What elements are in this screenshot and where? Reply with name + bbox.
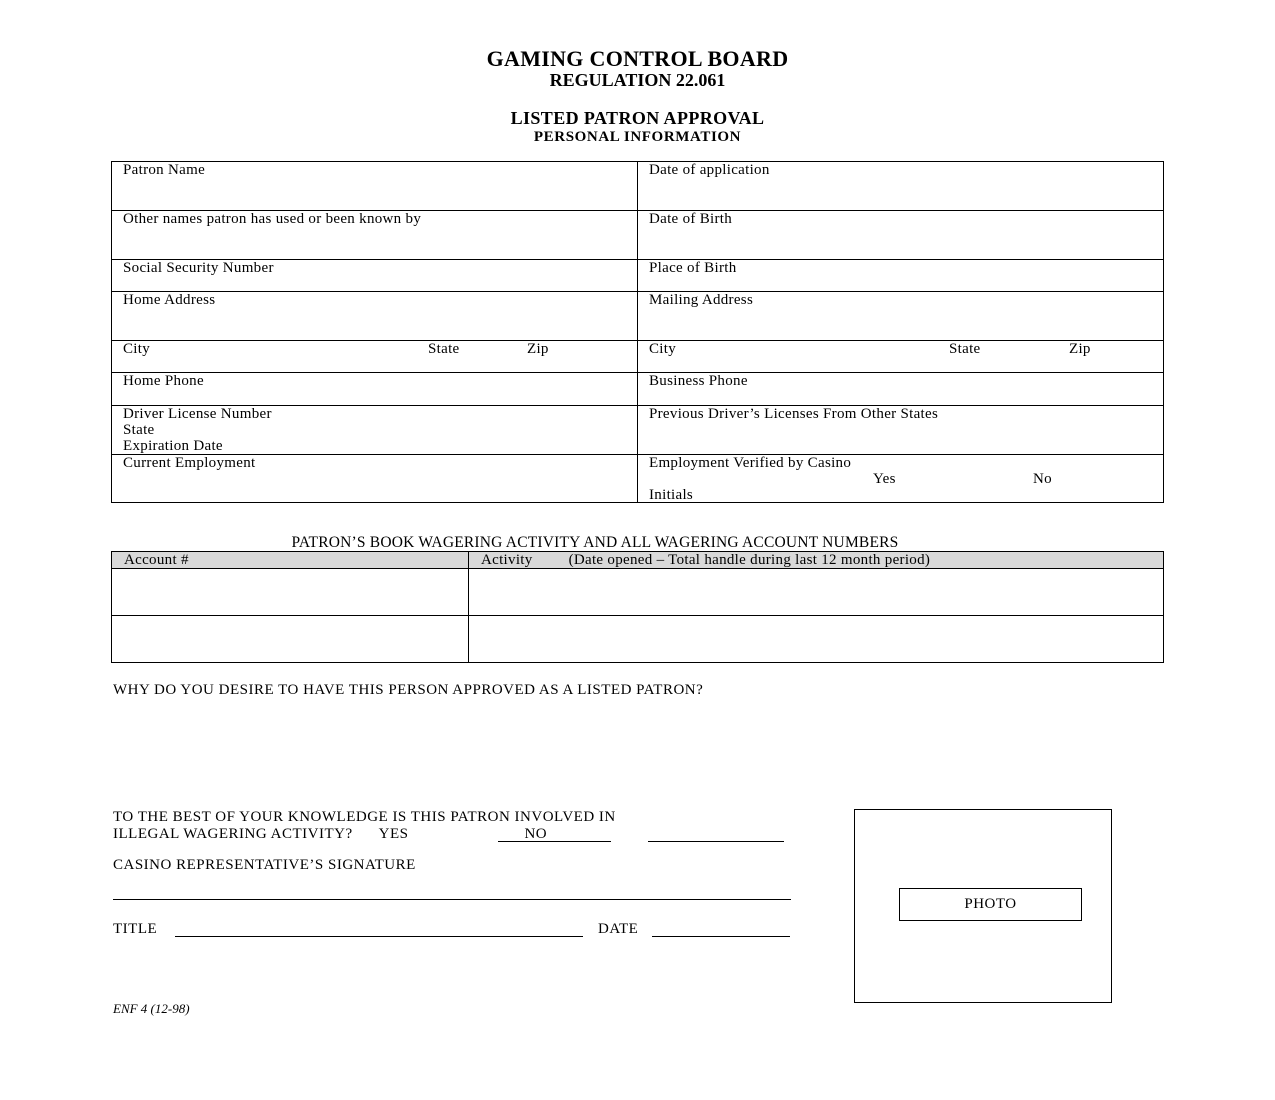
home-city-state-zip-field[interactable] (112, 341, 638, 373)
account-header-text: Account # (124, 552, 189, 568)
current-employment-field[interactable] (112, 455, 638, 503)
personal-info-table (111, 161, 1164, 503)
other-names-field[interactable] (112, 211, 638, 260)
business-phone-field[interactable] (638, 373, 1164, 406)
verified-yes-option[interactable]: Yes (873, 471, 896, 487)
ssn-field[interactable] (112, 260, 638, 292)
employment-verified-field[interactable] (638, 455, 1164, 503)
driver-license-field[interactable] (112, 406, 638, 455)
initials-label: Initials (649, 487, 694, 503)
mail-zip-label: Zip (1069, 341, 1091, 357)
account-column-header (112, 552, 469, 569)
dl-number-label: Driver License Number (123, 406, 272, 422)
wagering-table (111, 551, 1164, 663)
mail-state-label: State (949, 341, 981, 357)
employment-verified-label: Employment Verified by Casino (649, 455, 852, 471)
current-employment-label: Current Employment (123, 455, 256, 471)
illegal-question-line2: ILLEGAL WAGERING ACTIVITY? (113, 826, 353, 842)
account-cell[interactable] (112, 616, 469, 663)
photo-label: PHOTO (899, 888, 1082, 921)
home-zip-label: Zip (527, 341, 549, 357)
form-id: ENF 4 (12-98) (113, 1001, 190, 1016)
date-of-birth-field[interactable] (638, 211, 1164, 260)
home-city-label: City (123, 341, 151, 357)
activity-header-note: (Date opened – Total handle during last 12 month period) (568, 552, 931, 568)
activity-cell[interactable] (469, 569, 1164, 616)
board-title: GAMING CONTROL BOARD (486, 46, 789, 71)
place-of-birth-label: Place of Birth (649, 260, 737, 276)
illegal-question-line1: TO THE BEST OF YOUR KNOWLEDGE IS THIS PATRON INVOLVED IN (113, 809, 616, 825)
verified-no-option[interactable]: No (1033, 471, 1052, 487)
why-approve-question: WHY DO YOU DESIRE TO HAVE THIS PERSON APPROVED AS A LISTED PATRON? (113, 682, 704, 698)
account-cell[interactable] (112, 569, 469, 616)
previous-licenses-field[interactable] (638, 406, 1164, 455)
date-of-birth-label: Date of Birth (649, 211, 733, 227)
signature-label: CASINO REPRESENTATIVE’S SIGNATURE (113, 857, 416, 873)
other-names-label: Other names patron has used or been known by (123, 211, 422, 227)
title-line[interactable] (175, 936, 583, 937)
place-of-birth-field[interactable] (638, 260, 1164, 292)
business-phone-label: Business Phone (649, 373, 748, 389)
home-phone-label: Home Phone (123, 373, 204, 389)
dl-state-label: State (123, 422, 155, 438)
illegal-yes-label: YES (378, 826, 409, 842)
illegal-yes-blank[interactable] (498, 841, 611, 842)
date-of-application-label: Date of application (649, 162, 770, 178)
date-of-application-field[interactable] (638, 162, 1164, 211)
patron-name-field[interactable] (112, 162, 638, 211)
activity-cell[interactable] (469, 616, 1164, 663)
previous-licenses-label: Previous Driver’s Licenses From Other States (649, 406, 939, 422)
regulation-number: REGULATION 22.061 (549, 70, 726, 90)
mail-city-state-zip-field[interactable] (638, 341, 1164, 373)
illegal-no-blank[interactable] (648, 841, 784, 842)
section-title: PERSONAL INFORMATION (533, 129, 742, 145)
home-state-label: State (428, 341, 460, 357)
signature-line[interactable] (113, 899, 791, 900)
date-label: DATE (598, 921, 639, 937)
dl-expiration-label: Expiration Date (123, 438, 223, 454)
date-line[interactable] (652, 936, 790, 937)
activity-column-header (469, 552, 1164, 569)
wagering-section-title: PATRON’S BOOK WAGERING ACTIVITY AND ALL WAGERING ACCOUNT NUMBERS (291, 534, 899, 551)
activity-header-text: Activity (481, 552, 533, 568)
home-phone-field[interactable] (112, 373, 638, 406)
mailing-address-field[interactable] (638, 292, 1164, 341)
patron-name-label: Patron Name (123, 162, 206, 178)
ssn-label: Social Security Number (123, 260, 274, 276)
mail-city-label: City (649, 341, 677, 357)
illegal-no-label: NO (524, 826, 548, 842)
illegal-activity-question (113, 809, 616, 843)
title-label: TITLE (113, 921, 158, 937)
home-address-field[interactable] (112, 292, 638, 341)
mailing-address-label: Mailing Address (649, 292, 754, 308)
home-address-label: Home Address (123, 292, 216, 308)
form-title: LISTED PATRON APPROVAL (510, 108, 765, 128)
